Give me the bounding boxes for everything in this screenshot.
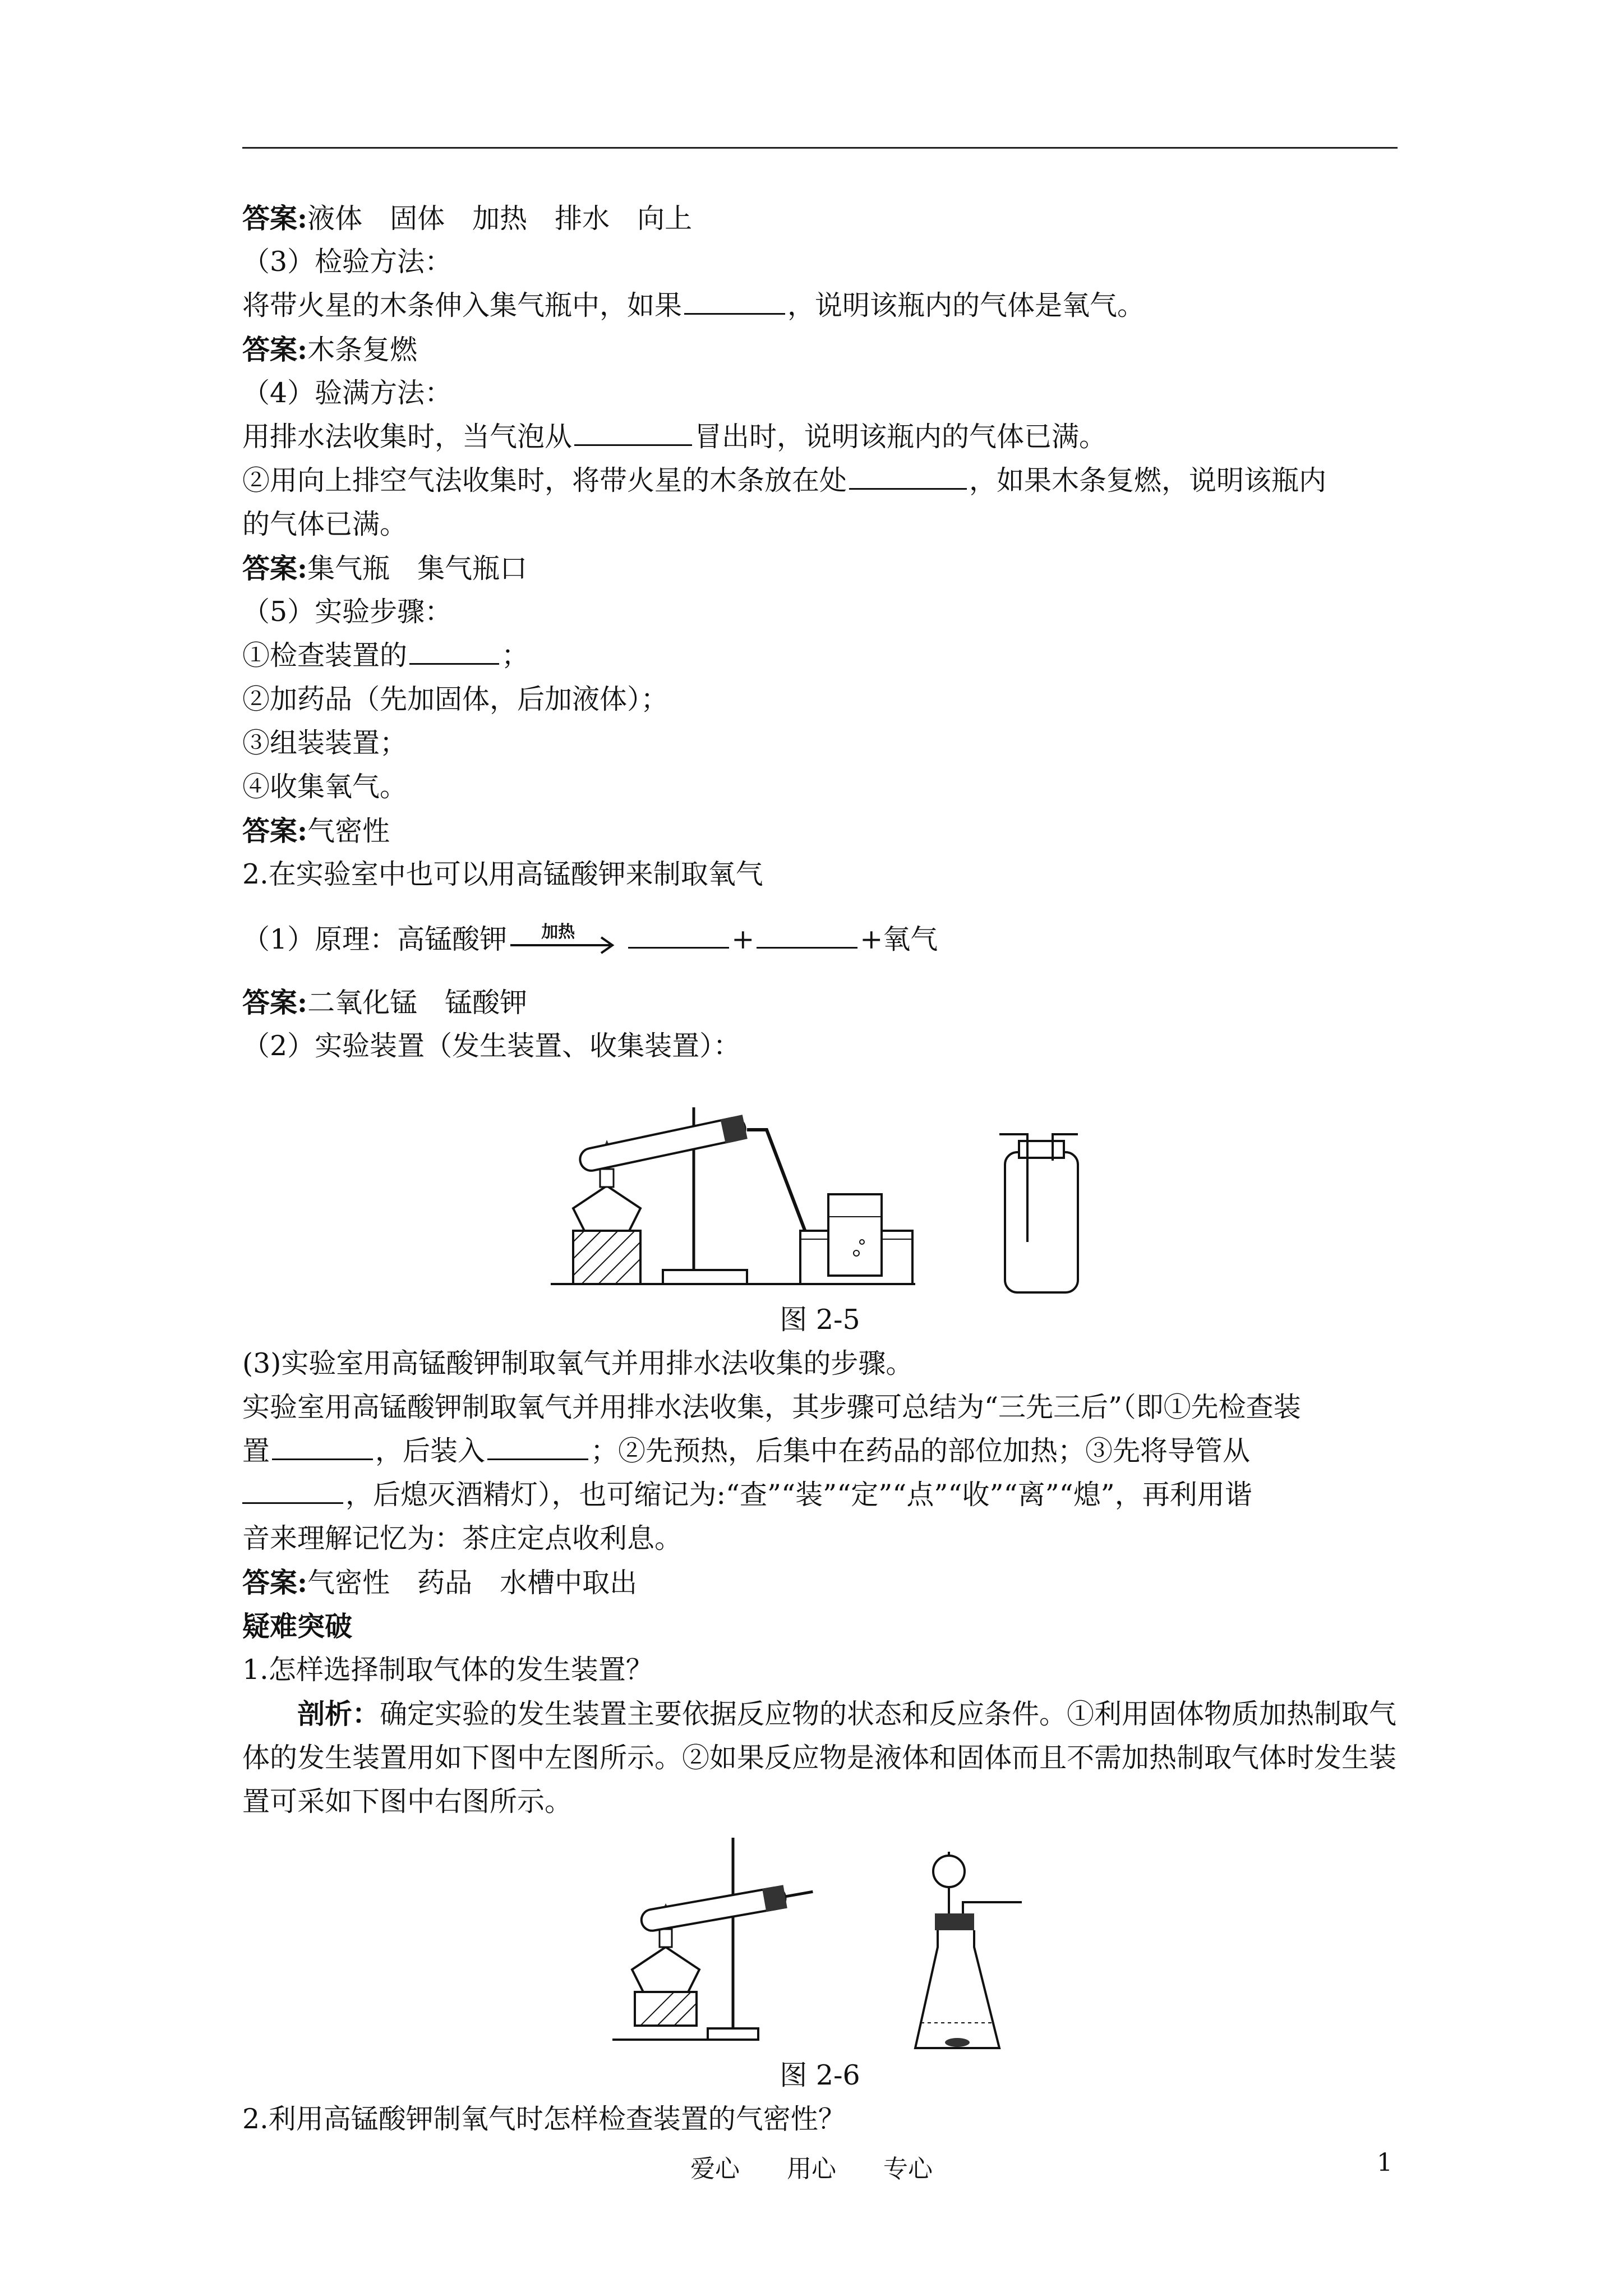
step-line: ②加药品（先加固体，后加液体）；	[242, 683, 668, 715]
question-line: ②用向上排空气法收集时，将带火星的木条放在处 ，如果木条复燃，说明该瓶内	[242, 459, 1398, 503]
answer-blank	[272, 1429, 373, 1460]
answer-blank	[757, 918, 857, 949]
step-line: ④收集氧气。	[242, 771, 408, 803]
funnel-flask-apparatus-illustration	[910, 1852, 1027, 2054]
figure-2-5	[242, 1085, 1398, 1298]
answer-line: 答案:气密性 药品 水槽中取出	[242, 1566, 638, 1599]
section-title: （5）实验步骤：	[242, 596, 453, 628]
answer-line: 答案:液体 固体 加热 排水 向上	[242, 202, 693, 234]
step-line: ①检查装置的 ；	[242, 634, 1398, 678]
answer-line: 答案:气密性	[242, 815, 390, 847]
question-line: 用排水法收集时，当气泡从 冒出时，说明该瓶内的气体已满。	[242, 415, 1398, 459]
paragraph-line: 实验室用高锰酸钾制取氧气并用排水法收集，其步骤可总结为“三先三后”（即①先检查装	[242, 1391, 1301, 1423]
step-line: ③组装装置；	[242, 727, 408, 759]
figure-caption: 图 2-6	[780, 2059, 860, 2091]
oxygen-apparatus-illustration	[551, 1091, 915, 1298]
question-line: 将带火星的木条伸入集气瓶中，如果 ，说明该瓶内的气体是氧气。	[242, 284, 1398, 328]
reaction-arrow: 加热	[510, 925, 623, 959]
footer-motto: 爱心 用心 专心	[690, 2155, 933, 2183]
section-title: （3）检验方法：	[242, 246, 453, 278]
section-title: （2）实验装置（发生装置、收集装置）：	[242, 1030, 741, 1062]
question-line: 的气体已满。	[242, 508, 408, 540]
answer-blank	[409, 634, 499, 665]
answer-line: 答案:二氧化锰 锰酸钾	[242, 986, 528, 1019]
page-number: 1	[1377, 2148, 1393, 2177]
answer-blank	[487, 1429, 588, 1460]
figure-caption: 图 2-5	[780, 1304, 860, 1336]
answer-blank	[628, 918, 729, 949]
header-rule	[242, 147, 1398, 149]
answer-line: 答案:集气瓶 集气瓶口	[242, 552, 528, 585]
reaction-line: （1）原理：高锰酸钾 加热 + +氧气	[242, 918, 1398, 961]
paragraph-line: 音来理解记忆为：茶庄定点收利息。	[242, 1522, 683, 1554]
solid-heating-apparatus-illustration	[612, 1835, 831, 2054]
section-title: (3)实验室用高锰酸钾制取氧气并用排水法收集的步骤。	[242, 1347, 914, 1379]
figure-2-6	[242, 1829, 1398, 2054]
answer-line: 答案:木条复燃	[242, 333, 418, 366]
section-heading: 疑难突破	[242, 1610, 353, 1642]
answer-blank	[242, 1473, 343, 1504]
paragraph-line: ，后熄灭酒精灯），也可缩记为:“查”“装”“定”“点”“收”“离”“熄”，再利用谐	[242, 1473, 1398, 1517]
question-title: 2.利用高锰酸钾制氧气时怎样检查装置的气密性？	[242, 2103, 846, 2135]
answer-blank	[849, 459, 967, 490]
collection-bottle-illustration	[994, 1130, 1089, 1298]
paragraph-line: 置 ，后装入 ；②先预热，后集中在药品的部位加热；③先将导管从	[242, 1429, 1398, 1473]
question-title: 1.怎样选择制取气体的发生装置？	[242, 1654, 653, 1686]
analysis-paragraph: 剖析：确定实验的发生装置主要依据反应物的状态和反应条件。①利用固体物质加热制取气体的发生装置用如下图中左图所示。②如果反应物是液体和固体而且不需加热制取气体时发生装置可采如下图中右图所示。	[242, 1697, 1397, 1818]
answer-blank	[574, 415, 692, 446]
document-body	[242, 196, 1398, 2141]
section-title: （4）验满方法：	[242, 377, 453, 409]
answer-blank	[684, 284, 785, 315]
question-title: 2.在实验室中也可以用高锰酸钾来制取氧气	[242, 858, 763, 890]
